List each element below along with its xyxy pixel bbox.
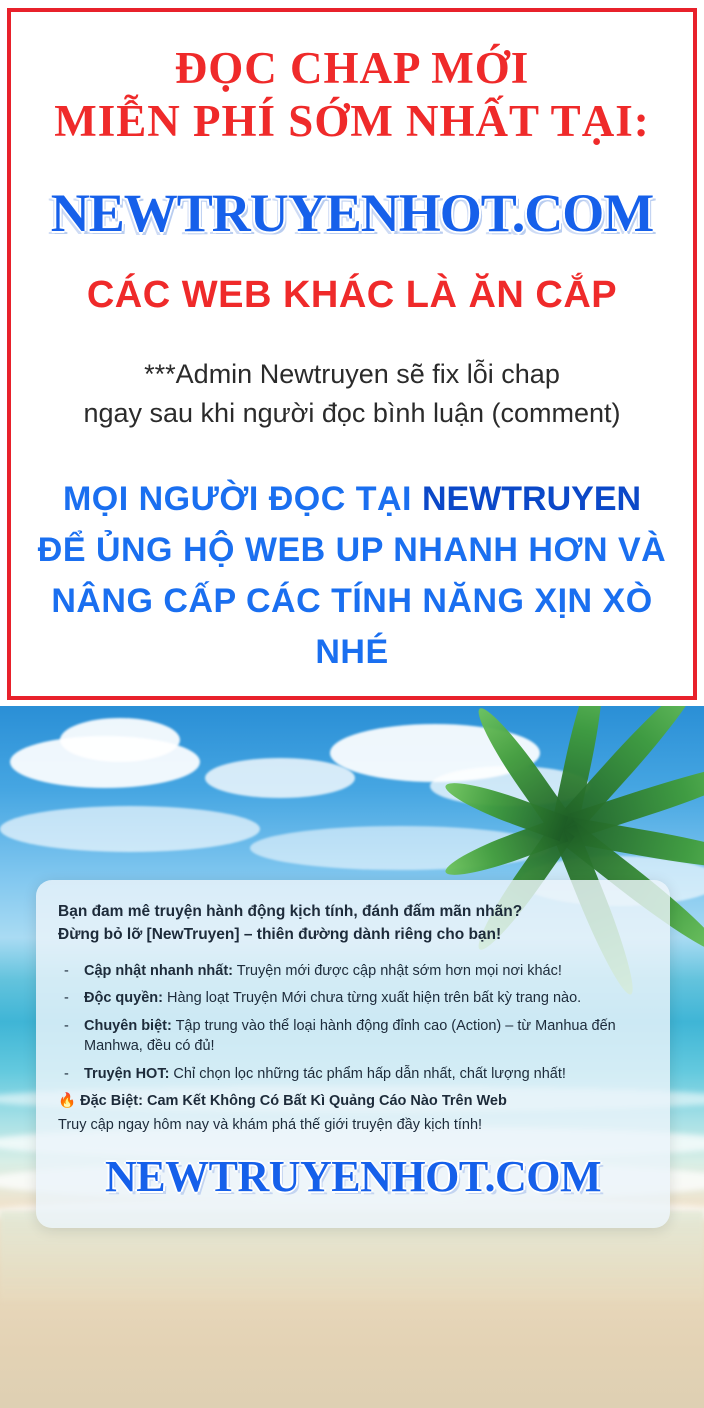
promo-panel	[7, 8, 697, 700]
promo-cta-line3: NÂNG CẤP CÁC TÍNH NĂNG XỊN XÒ NHÉ	[51, 581, 653, 671]
promo-headline	[29, 42, 675, 148]
info-card	[36, 880, 670, 1228]
promo-admin-note-line2: ngay sau khi người đọc bình luận (comment)	[83, 397, 621, 428]
banner-domain[interactable]: NEWTRUYENHOT.COM	[105, 1152, 601, 1202]
bullet-dash-icon: -	[64, 1017, 69, 1034]
list-item	[58, 961, 648, 982]
promo-admin-note-line1: ***Admin Newtruyen sẽ fix lỗi chap	[144, 359, 560, 390]
list-item-text: Tập trung vào thể loại hành động đỉnh cao (Action) – từ Manhua đến Manhwa, đều có đủ!	[84, 1017, 616, 1055]
info-card-lead-line1: Bạn đam mê truyện hành động kịch tính, đánh đấm mãn nhãn?	[58, 903, 523, 920]
promo-domain[interactable]: NEWTRUYENHOT.COM	[50, 183, 654, 244]
closing-text: Truy cập ngay hôm nay và khám phá thế giới truyện đầy kịch tính!	[58, 1117, 483, 1134]
promo-inner	[11, 12, 693, 688]
bullet-dash-icon: -	[64, 962, 69, 979]
list-item-text: Chỉ chọn lọc những tác phẩm hấp dẫn nhất, chất lượng nhất!	[169, 1065, 566, 1082]
bullet-dash-icon: -	[64, 990, 69, 1007]
promo-headline-line2: MIỄN PHÍ SỚM NHẤT TẠI:	[54, 96, 650, 147]
list-item	[58, 1064, 648, 1085]
list-item	[58, 988, 648, 1009]
cloud-icon	[205, 758, 355, 798]
promo-cta	[29, 474, 675, 678]
list-item-label: Độc quyền:	[84, 990, 163, 1007]
special-note	[58, 1092, 648, 1109]
promo-cta-line1	[29, 474, 675, 525]
promo-cta-line1-prefix: MỌI NGƯỜI ĐỌC TẠI	[62, 479, 422, 518]
list-item-label: Cập nhật nhanh nhất:	[84, 962, 234, 979]
promo-cta-brand: NEWTRUYEN	[421, 479, 642, 518]
cloud-icon	[0, 806, 260, 852]
info-card-lead	[58, 900, 648, 947]
cloud-icon	[60, 718, 180, 762]
list-item	[58, 1016, 648, 1057]
promo-cta-line2: ĐỂ ỦNG HỘ WEB UP NHANH HƠN VÀ	[37, 530, 667, 569]
fire-icon: 🔥	[58, 1093, 77, 1110]
beach-banner	[0, 706, 704, 1408]
promo-headline-line1: ĐỌC CHAP MỚI	[174, 43, 530, 93]
feature-list	[58, 961, 648, 1085]
list-item-label: Truyện HOT:	[84, 1065, 170, 1082]
list-item-text: Truyện mới được cập nhật sớm hơn mọi nơi khác!	[233, 962, 562, 979]
info-card-lead-line2: Đừng bỏ lỡ [NewTruyen] – thiên đường dành riêng cho bạn!	[58, 926, 502, 944]
list-item-label: Chuyên biệt:	[84, 1017, 172, 1034]
promo-warning: CÁC WEB KHÁC LÀ ĂN CẮP	[86, 274, 618, 317]
special-note-text: Đặc Biệt: Cam Kết Không Có Bất Kì Quảng Cáo Nào Trên Web	[80, 1093, 507, 1110]
promo-admin-note	[29, 355, 675, 432]
list-item-text: Hàng loạt Truyện Mới chưa từng xuất hiện trên bất kỳ trang nào.	[162, 990, 582, 1007]
bullet-dash-icon: -	[64, 1065, 69, 1082]
